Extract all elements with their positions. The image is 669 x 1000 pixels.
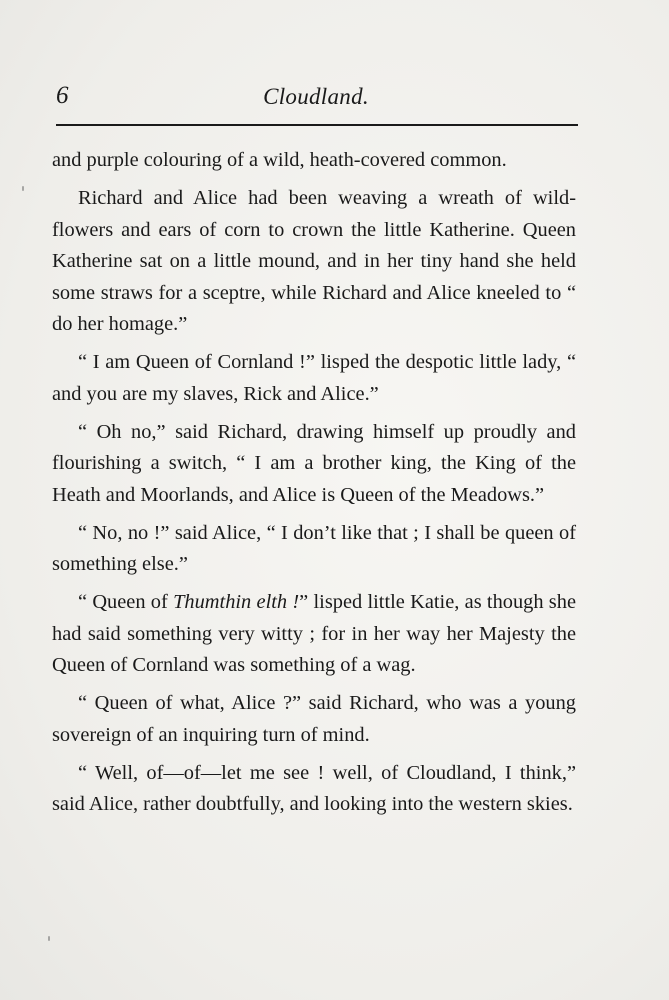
paragraph-text: “ Queen of xyxy=(78,591,174,613)
paragraph xyxy=(52,347,576,410)
paragraph-text: “ Queen of what, Alice ?” said Richard, who was a young sovereign of an inquiring turn of mind. xyxy=(52,692,576,746)
paragraph-text: Richard and Alice had been weaving a wreath of wild-flowers and ears of corn to crown the little Katherine. Queen Katherine sat on a little mound, and in her tiny hand she held some straws for a sceptre, while Richard and Alice kneeled to “ do her homage.” xyxy=(52,187,576,335)
paragraph-text: and purple colouring of a wild, heath-covered common. xyxy=(52,149,507,171)
paragraph-text: ” lisped little Katie, as though she had said something very witty ; for in her way her Majesty the Queen of Cornland was something of a wag. xyxy=(52,591,576,676)
paragraph-text: “ Oh no,” said Richard, drawing himself up proudly and flourishing a switch, “ I am a brother king, the King of the Heath and Moorlands, and Alice is Queen of the Meadows.” xyxy=(52,420,576,506)
paper-speck xyxy=(48,936,50,941)
page-header xyxy=(56,80,576,120)
paragraph-text: “ Well, of—of—let me see ! well, of Cloudland, I think,” said Alice, rather doubtfully, and looking into the western skies. xyxy=(52,761,576,815)
paragraph xyxy=(52,518,576,581)
paragraph xyxy=(52,183,576,341)
paragraph-text: “ I am Queen of Cornland !” lisped the despotic little lady, “ and you are my slaves, Rick and Alice.” xyxy=(52,351,576,405)
paragraph xyxy=(52,417,576,512)
paragraph xyxy=(52,758,576,821)
body-text xyxy=(52,145,576,827)
paragraph-text: “ No, no !” said Alice, “ I don’t like that ; I shall be queen of something else.” xyxy=(52,521,576,575)
paragraph xyxy=(52,688,576,751)
page-number: 6 xyxy=(56,82,69,109)
running-title: Cloudland. xyxy=(263,84,369,109)
header-rule xyxy=(56,124,578,126)
paper-speck xyxy=(22,186,24,191)
paragraph xyxy=(52,587,576,682)
italic-phrase: Thumthin elth ! xyxy=(173,591,300,613)
paragraph xyxy=(52,145,576,177)
